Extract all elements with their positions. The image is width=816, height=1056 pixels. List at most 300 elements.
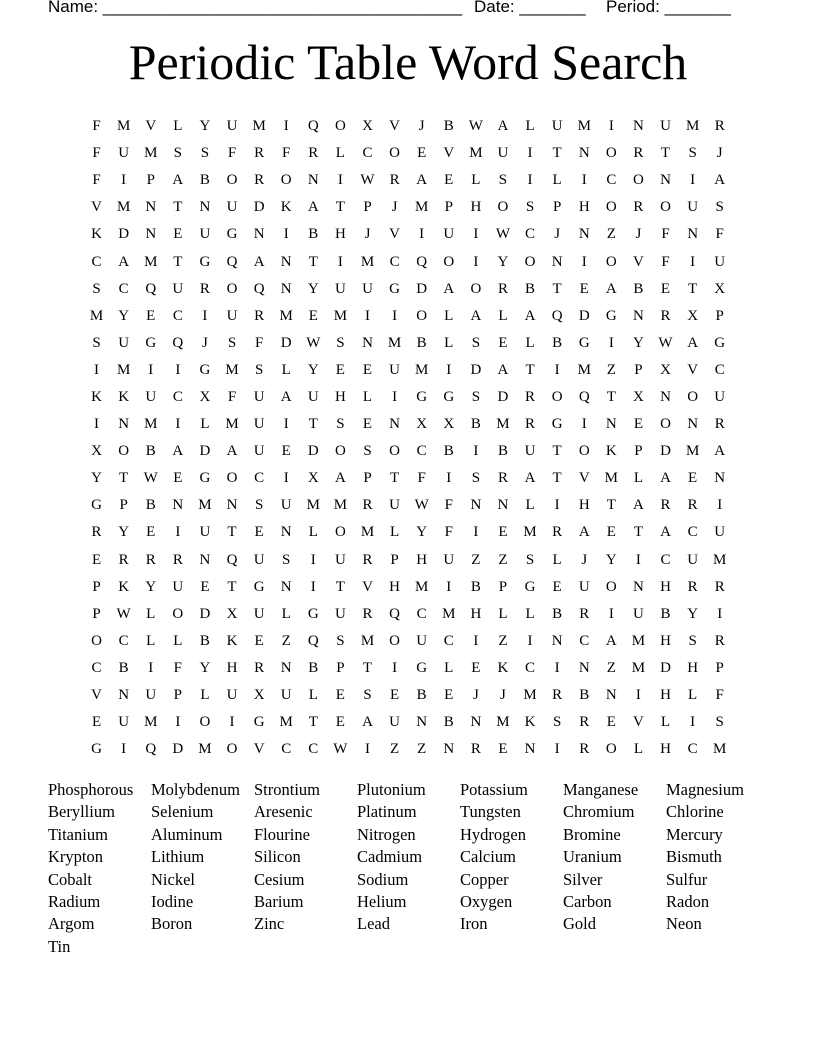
grid-letter: T <box>552 145 562 162</box>
grid-letter: I <box>608 118 614 135</box>
grid-letter: G <box>307 605 319 622</box>
grid-letter: W <box>306 334 321 351</box>
grid-letter: M <box>577 118 591 135</box>
grid-letter: R <box>254 307 265 324</box>
word-list-item: Aresenic <box>254 802 313 822</box>
grid-letter: S <box>254 497 264 514</box>
grid-letter: Y <box>199 659 211 676</box>
grid-letter: Y <box>633 334 644 351</box>
grid-letter: E <box>91 714 102 731</box>
grid-letter: N <box>660 172 671 189</box>
grid-letter: W <box>143 470 158 487</box>
grid-letter: U <box>687 199 699 216</box>
grid-letter: H <box>416 551 428 568</box>
grid-letter: E <box>173 470 183 487</box>
grid-letter: T <box>335 578 345 595</box>
grid-letter: I <box>717 605 723 622</box>
grid-letter: R <box>579 714 590 731</box>
grid-letter: I <box>392 307 398 324</box>
grid-letter: U <box>199 226 211 243</box>
grid-letter: Q <box>389 605 400 622</box>
grid-letter: S <box>336 632 345 649</box>
word-list-item: Krypton <box>48 847 103 867</box>
word-list-item: Mercury <box>666 824 723 844</box>
grid-letter: T <box>362 659 373 676</box>
word-list-item: Plutonium <box>357 780 426 799</box>
grid-letter: N <box>307 172 319 189</box>
grid-letter: C <box>281 741 292 758</box>
grid-letter: A <box>605 632 617 649</box>
grid-letter: L <box>525 118 535 135</box>
grid-letter: Q <box>145 741 157 758</box>
grid-letter: U <box>389 497 400 514</box>
grid-letter: T <box>633 524 643 541</box>
grid-letter: B <box>308 659 319 676</box>
grid-letter: D <box>497 388 509 405</box>
grid-letter: Y <box>416 524 428 541</box>
grid-letter: T <box>552 470 562 487</box>
grid-letter: U <box>226 118 238 135</box>
grid-letter: O <box>578 443 590 460</box>
period-field-label: Period: _______ <box>606 0 731 16</box>
word-list-item: Neon <box>666 914 702 934</box>
grid-letter: D <box>253 199 265 216</box>
grid-letter: M <box>685 118 700 135</box>
grid-letter: S <box>363 687 372 704</box>
grid-letter: Q <box>416 253 428 270</box>
grid-letter: I <box>473 632 479 649</box>
grid-letter: I <box>94 416 100 433</box>
grid-letter: X <box>199 388 211 405</box>
grid-letter: K <box>118 578 130 595</box>
grid-letter: N <box>470 497 482 514</box>
word-list-item: Sulfur <box>666 869 708 889</box>
word-list-item: Nickel <box>151 869 195 889</box>
grid-letter: A <box>172 172 184 189</box>
grid-letter: R <box>308 145 319 162</box>
grid-letter: L <box>444 307 454 324</box>
grid-letter: P <box>363 199 372 216</box>
grid-letter: O <box>443 253 455 270</box>
grid-letter: H <box>578 199 590 216</box>
grid-letter: H <box>334 388 346 405</box>
grid-letter: T <box>525 361 535 378</box>
grid-letter: I <box>392 388 398 405</box>
grid-letter: R <box>470 741 481 758</box>
grid-letter: R <box>254 659 265 676</box>
word-list-item: Titanium <box>48 824 108 844</box>
grid-letter: P <box>715 659 724 676</box>
grid-letter: B <box>470 578 481 595</box>
grid-letter: P <box>146 172 155 189</box>
grid-letter: I <box>446 361 452 378</box>
grid-letter: S <box>715 199 724 216</box>
grid-letter: A <box>470 307 482 324</box>
grid-letter: M <box>523 687 537 704</box>
grid-letter: U <box>253 443 265 460</box>
grid-letter: O <box>605 578 617 595</box>
grid-letter: S <box>363 443 372 460</box>
grid-letter: Q <box>226 253 238 270</box>
grid-letter: Z <box>417 741 427 758</box>
grid-letter: L <box>173 632 183 649</box>
grid-letter: T <box>552 443 562 460</box>
word-list-item: Copper <box>460 869 509 889</box>
grid-letter: L <box>633 470 643 487</box>
grid-letter: O <box>226 741 238 758</box>
grid-letter: N <box>443 741 455 758</box>
grid-letter: E <box>146 524 156 541</box>
grid-letter: A <box>524 307 536 324</box>
grid-letter: G <box>605 307 617 324</box>
grid-letter: T <box>552 280 562 297</box>
grid-letter: N <box>578 145 590 162</box>
grid-letter: G <box>551 416 563 433</box>
grid-letter: N <box>172 497 184 514</box>
grid-letter: R <box>525 416 536 433</box>
grid-letter: R <box>579 741 590 758</box>
grid-letter: S <box>525 551 535 568</box>
grid-letter: M <box>604 470 618 487</box>
grid-letter: U <box>118 334 130 351</box>
grid-letter: N <box>578 659 590 676</box>
grid-letter: U <box>226 307 238 324</box>
grid-letter: N <box>416 714 428 731</box>
grid-letter: A <box>578 524 590 541</box>
grid-letter: L <box>281 605 291 622</box>
grid-letter: O <box>605 199 617 216</box>
grid-letter: Q <box>145 280 157 297</box>
grid-letter: T <box>688 280 698 297</box>
grid-letter: R <box>362 551 373 568</box>
grid-letter: O <box>91 632 102 649</box>
grid-letter: W <box>468 118 483 135</box>
grid-letter: U <box>687 551 699 568</box>
grid-letter: U <box>524 443 536 460</box>
grid-letter: L <box>308 524 318 541</box>
grid-letter: U <box>145 687 157 704</box>
grid-letter: L <box>146 632 156 649</box>
grid-letter: M <box>116 199 131 216</box>
grid-letter: R <box>362 497 373 514</box>
grid-letter: U <box>226 199 238 216</box>
grid-letter: V <box>145 118 157 135</box>
grid-letter: I <box>527 172 533 189</box>
grid-letter: S <box>282 551 291 568</box>
grid-letter: N <box>687 416 699 433</box>
grid-letter: U <box>497 145 509 162</box>
grid-letter: R <box>687 497 698 514</box>
grid-letter: I <box>527 632 533 649</box>
word-list-item: Cobalt <box>48 869 92 889</box>
grid-letter: P <box>715 307 724 324</box>
grid-letter: N <box>145 226 157 243</box>
grid-letter: E <box>579 280 589 297</box>
grid-letter: I <box>175 714 181 731</box>
grid-letter: E <box>688 470 698 487</box>
grid-letter: A <box>714 443 726 460</box>
grid-letter: Q <box>172 334 184 351</box>
grid-letter: X <box>714 280 726 297</box>
grid-letter: T <box>660 145 671 162</box>
grid-letter: R <box>254 145 265 162</box>
grid-letter: M <box>89 307 104 324</box>
grid-letter: N <box>253 226 265 243</box>
grid-letter: F <box>92 118 101 135</box>
grid-letter: I <box>581 253 587 270</box>
grid-letter: R <box>118 551 129 568</box>
grid-letter: J <box>391 199 398 216</box>
grid-letter: C <box>525 226 536 243</box>
grid-letter: M <box>116 118 131 135</box>
grid-letter: B <box>308 226 319 243</box>
grid-letter: P <box>552 199 562 216</box>
grid-letter: G <box>443 388 455 405</box>
grid-letter: I <box>635 551 641 568</box>
grid-letter: L <box>633 741 643 758</box>
grid-letter: I <box>283 416 289 433</box>
grid-letter: A <box>118 253 130 270</box>
grid-letter: T <box>606 388 616 405</box>
grid-letter: V <box>253 741 265 758</box>
grid-letter: L <box>362 388 373 405</box>
grid-letter: R <box>714 118 725 135</box>
grid-letter: M <box>333 497 348 514</box>
grid-letter: X <box>307 470 319 487</box>
grid-letter: U <box>389 714 400 731</box>
grid-letter: A <box>497 361 509 378</box>
grid-letter: D <box>416 280 428 297</box>
grid-letter: U <box>551 118 563 135</box>
date-field-label: Date: _______ <box>474 0 586 16</box>
grid-letter: Y <box>497 253 509 270</box>
grid-letter: H <box>660 687 671 704</box>
grid-letter: T <box>173 253 183 270</box>
grid-letter: G <box>253 714 265 731</box>
grid-letter: L <box>389 524 400 541</box>
grid-letter: G <box>389 280 400 297</box>
grid-letter: I <box>608 605 614 622</box>
grid-letter: P <box>92 578 101 595</box>
grid-letter: E <box>444 172 454 189</box>
grid-letter: M <box>685 443 700 460</box>
grid-letter: B <box>145 497 156 514</box>
grid-letter: R <box>714 632 725 649</box>
grid-letter: B <box>443 714 454 731</box>
grid-letter: Y <box>307 361 319 378</box>
grid-letter: N <box>145 199 157 216</box>
grid-letter: S <box>688 145 697 162</box>
grid-letter: C <box>416 443 427 460</box>
word-list-item: Aluminum <box>151 824 223 844</box>
grid-letter: F <box>444 497 453 514</box>
grid-letter: E <box>91 551 102 568</box>
grid-letter: E <box>335 714 345 731</box>
grid-letter: L <box>498 605 508 622</box>
grid-letter: O <box>199 714 211 731</box>
grid-letter: I <box>554 497 560 514</box>
grid-letter: A <box>497 118 509 135</box>
grid-letter: W <box>658 334 673 351</box>
grid-letter: M <box>360 524 375 541</box>
grid-letter: O <box>605 145 617 162</box>
grid-letter: W <box>116 605 131 622</box>
worksheet-header <box>48 0 768 21</box>
grid-letter: K <box>497 659 509 676</box>
grid-letter: T <box>606 497 616 514</box>
grid-letter: R <box>497 280 508 297</box>
grid-letter: P <box>444 199 453 216</box>
grid-letter: B <box>525 280 536 297</box>
word-list <box>48 779 769 958</box>
word-list-item: Potassium <box>460 780 528 799</box>
grid-letter: C <box>118 280 129 297</box>
grid-letter: G <box>199 253 211 270</box>
grid-letter: H <box>578 497 590 514</box>
grid-letter: S <box>471 334 481 351</box>
grid-letter: K <box>91 388 102 405</box>
grid-letter: E <box>498 334 508 351</box>
word-list-item: Silver <box>563 869 603 889</box>
grid-letter: J <box>716 145 723 162</box>
grid-letter: M <box>442 605 456 622</box>
grid-letter: E <box>389 687 400 704</box>
grid-letter: P <box>363 470 372 487</box>
grid-letter: M <box>144 145 158 162</box>
grid-letter: V <box>389 226 400 243</box>
grid-letter: I <box>473 443 479 460</box>
grid-letter: E <box>606 714 616 731</box>
word-list-item: Iodine <box>151 891 194 911</box>
grid-letter: F <box>661 253 670 270</box>
grid-letter: O <box>524 253 536 270</box>
grid-letter: T <box>308 253 318 270</box>
grid-letter: X <box>660 361 671 378</box>
grid-letter: H <box>470 605 482 622</box>
grid-letter: L <box>444 659 454 676</box>
grid-letter: M <box>360 632 375 649</box>
grid-letter: W <box>333 741 348 758</box>
grid-letter: L <box>146 605 156 622</box>
grid-letter: N <box>199 551 211 568</box>
grid-letter: I <box>581 416 587 433</box>
word-list-item: Bismuth <box>666 847 722 867</box>
grid-letter: I <box>283 226 289 243</box>
grid-letter: M <box>279 714 293 731</box>
grid-letter: U <box>633 605 644 622</box>
grid-letter: A <box>524 470 536 487</box>
grid-letter: K <box>524 714 536 731</box>
grid-letter: H <box>660 632 671 649</box>
grid-letter: L <box>200 687 210 704</box>
word-list-item: Bromine <box>563 824 621 844</box>
grid-letter: R <box>199 280 210 297</box>
grid-letter: E <box>417 145 427 162</box>
grid-letter: N <box>551 253 563 270</box>
grid-letter: N <box>280 524 292 541</box>
grid-letter: Z <box>389 741 400 758</box>
grid-letter: F <box>661 226 670 243</box>
grid-letter: U <box>307 388 319 405</box>
grid-letter: S <box>471 470 481 487</box>
grid-letter: N <box>633 307 644 324</box>
grid-letter: K <box>118 388 130 405</box>
grid-letter: U <box>416 632 428 649</box>
grid-letter: L <box>200 416 210 433</box>
grid-letter: P <box>119 497 128 514</box>
grid-letter: R <box>714 578 725 595</box>
grid-letter: C <box>443 632 454 649</box>
grid-letter: I <box>635 687 641 704</box>
word-list-item: Hydrogen <box>460 824 526 844</box>
grid-letter: Z <box>606 361 616 378</box>
grid-letter: Y <box>91 470 102 487</box>
grid-letter: S <box>715 714 724 731</box>
grid-letter: F <box>92 172 101 189</box>
grid-letter: E <box>498 524 508 541</box>
grid-letter: N <box>280 578 292 595</box>
word-list-item: Chromium <box>563 802 635 822</box>
grid-letter: T <box>119 470 129 487</box>
grid-letter: T <box>389 470 400 487</box>
grid-letter: A <box>633 497 644 514</box>
grid-letter: L <box>552 172 562 189</box>
grid-letter: Y <box>118 524 130 541</box>
grid-letter: S <box>227 334 237 351</box>
grid-letter: S <box>92 280 101 297</box>
grid-letter: M <box>198 497 212 514</box>
grid-letter: B <box>118 659 129 676</box>
grid-letter: U <box>714 253 726 270</box>
grid-letter: S <box>688 632 697 649</box>
grid-letter: S <box>525 199 535 216</box>
grid-letter: I <box>690 714 696 731</box>
grid-letter: Z <box>606 659 616 676</box>
grid-letter: T <box>173 199 183 216</box>
grid-letter: I <box>554 741 560 758</box>
grid-letter: G <box>199 470 211 487</box>
word-list-item: Flourine <box>254 824 310 844</box>
grid-letter: O <box>226 280 238 297</box>
grid-letter: G <box>199 361 211 378</box>
grid-letter: U <box>389 361 400 378</box>
grid-letter: I <box>554 659 560 676</box>
grid-letter: I <box>148 361 154 378</box>
grid-letter: J <box>500 687 506 704</box>
grid-letter: C <box>389 253 400 270</box>
word-list-item: Sodium <box>357 869 409 889</box>
grid-letter: Z <box>281 632 291 649</box>
grid-letter: C <box>91 659 102 676</box>
grid-letter: N <box>497 497 509 514</box>
grid-letter: E <box>444 687 454 704</box>
grid-letter: E <box>362 416 373 433</box>
grid-letter: A <box>660 470 671 487</box>
grid-letter: O <box>226 470 238 487</box>
grid-letter: U <box>253 416 265 433</box>
grid-letter: O <box>226 172 238 189</box>
grid-letter: V <box>687 361 699 378</box>
grid-letter: U <box>118 714 130 731</box>
word-list-item: Silicon <box>254 847 301 867</box>
grid-letter: O <box>497 199 509 216</box>
grid-letter: U <box>145 388 157 405</box>
grid-letter: N <box>633 118 644 135</box>
grid-letter: V <box>389 118 400 135</box>
grid-letter: M <box>496 416 510 433</box>
grid-letter: B <box>443 118 454 135</box>
grid-letter: F <box>444 524 453 541</box>
